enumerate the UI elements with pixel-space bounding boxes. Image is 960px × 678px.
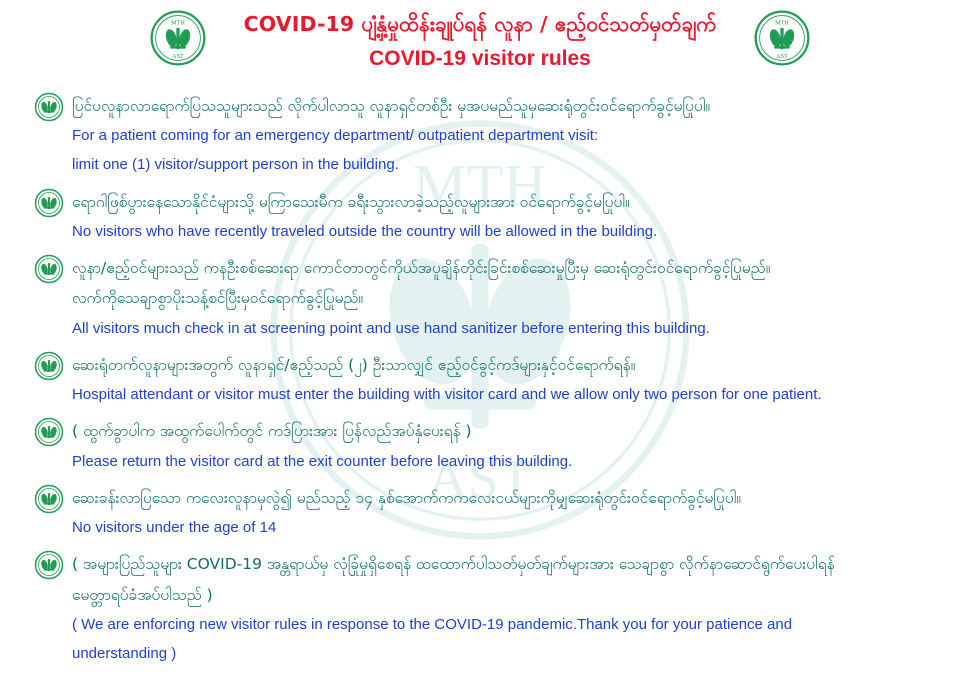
medical-cross-bullet-icon bbox=[34, 484, 64, 514]
svg-text:MTH: MTH bbox=[171, 20, 185, 27]
list-item bbox=[34, 482, 926, 542]
medical-cross-bullet-icon bbox=[34, 550, 64, 580]
list-item bbox=[34, 90, 926, 180]
rule-line-burmese: မေတ္တာရပ်ခံအပ်ပါသည် ) bbox=[72, 585, 213, 604]
svg-text:MTH: MTH bbox=[413, 152, 547, 220]
hospital-logo-left bbox=[150, 10, 206, 66]
page-title-english: COVID-19 visitor rules bbox=[369, 46, 591, 70]
rule-line-english: ( We are enforcing new visitor rules in response to the COVID-19 pandemic.Thank you for your patience and bbox=[72, 615, 793, 633]
svg-text:AST: AST bbox=[172, 54, 184, 61]
list-item bbox=[34, 548, 926, 668]
svg-text:AST: AST bbox=[427, 448, 533, 511]
page-title-burmese: COVID-19 ပျံ့နှံ့မှုထိန်းချုပ်ရန် လူနာ / ဧည့်ဝင်သတ်မှတ်ချက် bbox=[243, 12, 717, 36]
rule-line-english: limit one (1) visitor/support person in the building. bbox=[72, 156, 399, 174]
rule-line-burmese: လက်ကိုသေချာစွာပိုးသန့်စင်ပြီးမှဝင်ရောက်ခွင့်ပြုမည်။ bbox=[72, 289, 364, 308]
list-item bbox=[34, 186, 926, 246]
rule-line-english: No visitors under the age of 14 bbox=[72, 519, 277, 537]
rule-line-english: For a patient coming for an emergency department/ outpatient department visit: bbox=[72, 127, 599, 145]
medical-cross-bullet-icon bbox=[34, 351, 64, 381]
list-item bbox=[34, 415, 926, 475]
svg-text:MTH: MTH bbox=[775, 20, 789, 27]
list-item bbox=[34, 252, 926, 343]
rule-line-burmese: ( ထွက်ခွာပါက အထွက်ပေါက်တွင် ကဒ်ပြားအား ပြန်လည်အပ်နှံပေးရန် ) bbox=[72, 422, 472, 441]
medical-cross-bullet-icon bbox=[34, 254, 64, 284]
rule-line-burmese: ရောဂါဖြစ်ပွားနေသောနိုင်ငံများသို့ မကြာသေးမီက ခရီးသွားလာခဲ့သည့်လူများအား ဝင်ရောက်ခွင့်မပြုပါ။ bbox=[72, 192, 630, 211]
rule-line-english: understanding ) bbox=[72, 644, 177, 662]
medical-cross-bullet-icon bbox=[34, 417, 64, 447]
hospital-logo-right bbox=[754, 10, 810, 66]
title-block bbox=[0, 0, 960, 71]
rule-line-english: All visitors much check in at screening point and use hand sanitizer before entering this building. bbox=[72, 319, 710, 337]
rules-list bbox=[0, 78, 960, 668]
rule-line-burmese: ပြင်ပလူနာလာရောက်ပြသသူများသည် လိုက်ပါလာသူ လူနာရှင်တစ်ဦး မှအပမည်သူမှဆေးရုံတွင်းဝင်ရောက်ခွင့်မပြုပါ။ bbox=[72, 97, 711, 115]
rule-line-english: Please return the visitor card at the exit counter before leaving this building. bbox=[72, 452, 573, 470]
rule-line-burmese: ( အများပြည်သူများ COVID-19 အန္တရာယ်မှ လုံခြုံမှုရှိစေရန် ထထောက်ပါသတ်မှတ်ချက်များအား သေချာစွာ လိုက်နာဆောင်ရွက်ပေးပါရန် bbox=[72, 555, 835, 574]
rule-line-burmese: ဆေးရုံတက်လူနာများအတွက် လူနာရှင်/ဧည့်သည် (၂) ဦးသာလျှင် ဧည့်ဝင်ခွင့်ကဒ်များနှင့်ဝင်ရောက်ရန်။ bbox=[72, 355, 636, 374]
rule-line-burmese: ဆေးခန်းလာပြသော ကလေးလူနာမှလွဲ၍ မည်သည့် ၁၄ နှစ်အောက်ကကလေးငယ်များကိုမျှဆေးရုံတွင်းဝင်ရောက်ခွင့်မပြုပါ။ bbox=[72, 488, 741, 507]
poster-header bbox=[0, 0, 960, 78]
rule-line-burmese: လူနာ/ဧည့်ဝင်များသည် ကနဦးစစ်ဆေးရာ ကောင်တာတွင်ကိုယ်အပူချိန်တိုင်းခြင်းစစ်ဆေးမှုပြီးမှ ဆေးရုံတွင်းဝင်ရောက်ခွင့်ပြုမည်။ bbox=[72, 259, 771, 278]
svg-text:AST: AST bbox=[776, 54, 788, 61]
rule-line-english: No visitors who have recently traveled outside the country will be allowed in the building. bbox=[72, 222, 658, 240]
medical-cross-bullet-icon bbox=[34, 188, 64, 218]
rule-line-english: Hospital attendant or visitor must enter the building with visitor card and we allow only two person for one patient. bbox=[72, 386, 822, 404]
list-item bbox=[34, 349, 926, 409]
medical-cross-bullet-icon bbox=[34, 92, 64, 122]
